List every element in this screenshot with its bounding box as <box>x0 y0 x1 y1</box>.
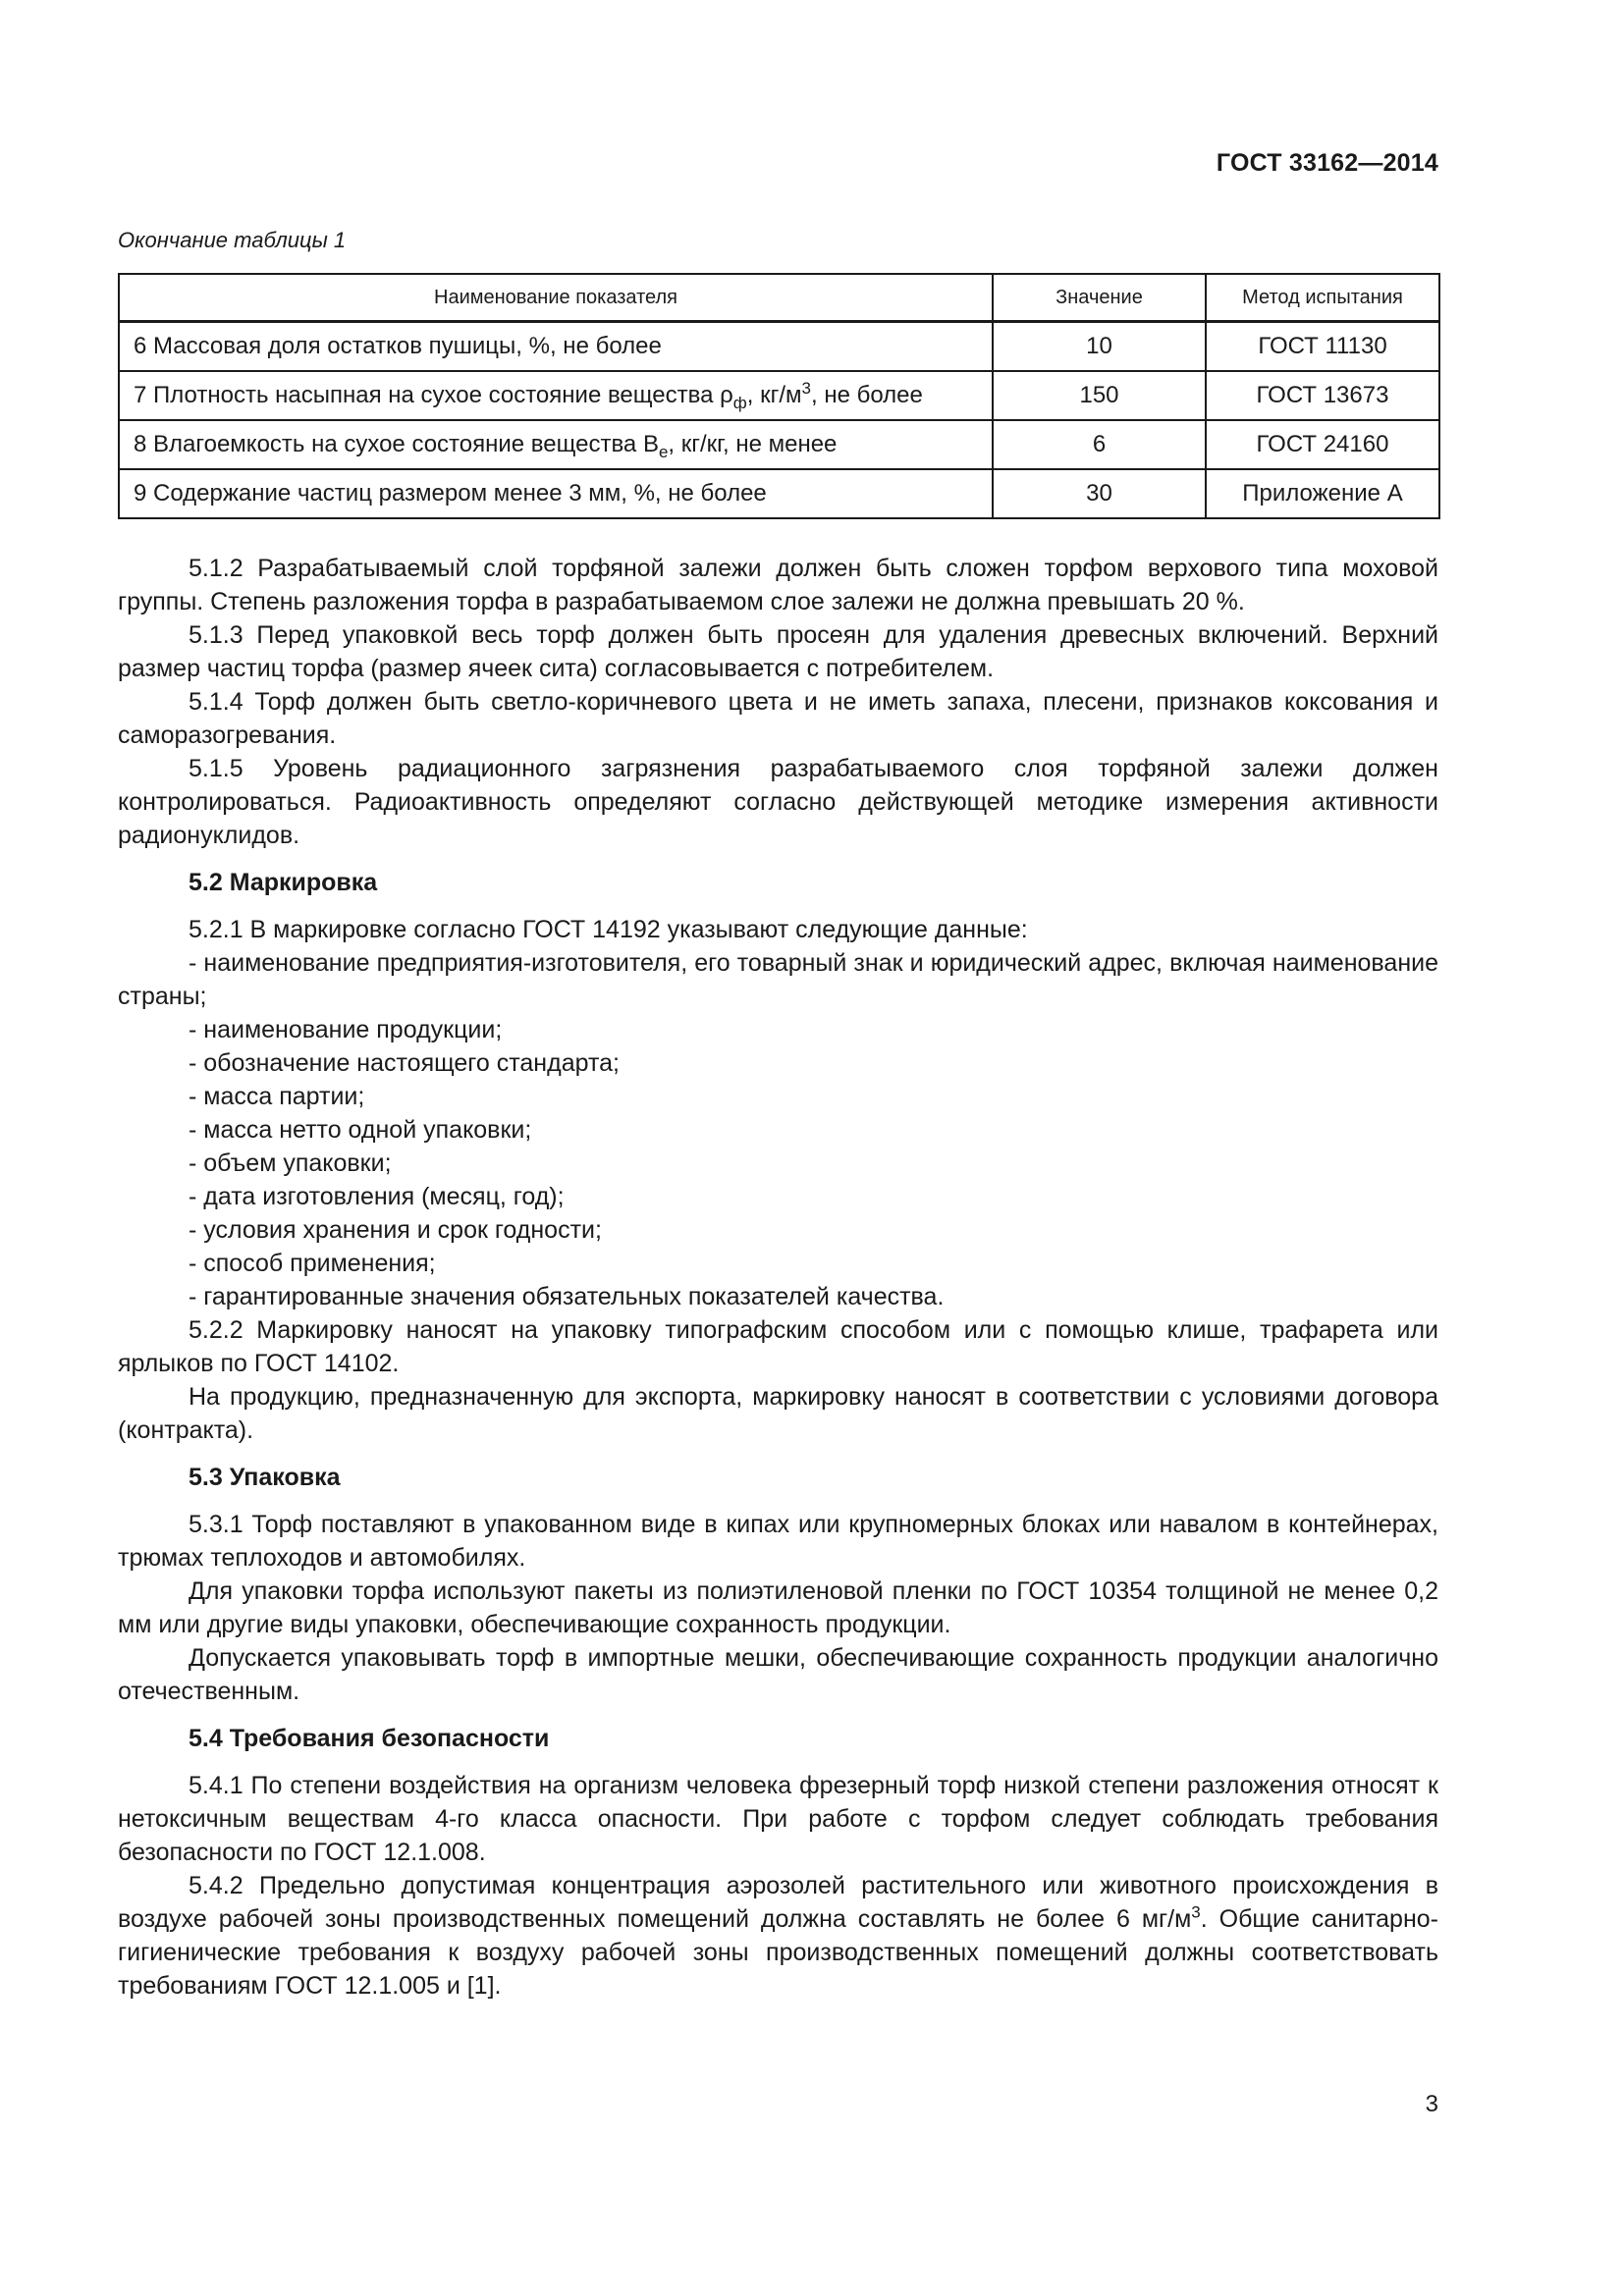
test-method: ГОСТ 11130 <box>1206 322 1439 372</box>
clause-5-3-1-film: Для упаковки торфа используют пакеты из полиэтиленовой пленки по ГОСТ 10354 толщиной не менее 0,2 мм или другие виды упаковки, обеспечивающие сохранность продукции. <box>118 1577 1438 1638</box>
clause-5-1-4: 5.1.4 Торф должен быть светло-коричневого цвета и не иметь запаха, плесени, признаков коксования и саморазогревания. <box>118 688 1438 749</box>
test-method: ГОСТ 24160 <box>1206 420 1439 469</box>
list-item: - условия хранения и срок годности; <box>189 1216 602 1244</box>
column-header-name: Наименование показателя <box>119 274 993 322</box>
table-row <box>119 371 1439 420</box>
document-id-header: ГОСТ 33162—2014 <box>1216 149 1438 177</box>
indicator-name-tail: , кг/кг, не менее <box>668 431 838 457</box>
section-heading-packaging: 5.3 Упаковка <box>189 1464 341 1491</box>
clause-5-4-2-text: 5.4.2 Предельно допустимая концентрация аэрозолей растительного или животного происхождения в воздухе рабочей зоны производственных помещений должна составлять не более 6 мг/м <box>118 1872 1438 1933</box>
indicator-name-text: 7 Плотность насыпная на сухое состояние вещества ρ <box>134 382 733 408</box>
body-text <box>118 552 1438 2002</box>
clause-5-1-3: 5.1.3 Перед упаковкой весь торф должен быть просеян для удаления древесных включений. Верхний размер частиц торфа (размер ячеек сита) согласовывается с потребителем. <box>118 621 1438 682</box>
indicator-value: 6 <box>993 420 1206 469</box>
clause-5-2-2: 5.2.2 Маркировку наносят на упаковку типографским способом или с помощью клише, трафарета или ярлыков по ГОСТ 14102. <box>118 1316 1438 1377</box>
table-header-row <box>119 274 1439 322</box>
indicator-name <box>119 371 993 420</box>
subscript: е <box>658 442 669 461</box>
test-method: ГОСТ 13673 <box>1206 371 1439 420</box>
list-item: - объем упаковки; <box>189 1149 392 1177</box>
indicator-value: 10 <box>993 322 1206 372</box>
list-item: - дата изготовления (месяц, год); <box>189 1183 565 1210</box>
list-item: - масса нетто одной упаковки; <box>189 1116 532 1144</box>
clause-5-2-1: 5.2.1 В маркировке согласно ГОСТ 14192 указывают следующие данные: <box>189 916 1028 943</box>
indicator-name <box>119 420 993 469</box>
superscript: 3 <box>1191 1902 1201 1922</box>
column-header-method: Метод испытания <box>1206 274 1439 322</box>
column-header-value: Значение <box>993 274 1206 322</box>
clause-5-1-5: 5.1.5 Уровень радиационного загрязнения разрабатываемого слоя торфяной залежи должен контролироваться. Радиоактивность определяют согласно действующей методике измерения активности радионуклидов. <box>118 755 1438 849</box>
indicators-table <box>118 273 1440 519</box>
subscript: ф <box>732 393 747 412</box>
indicator-value: 150 <box>993 371 1206 420</box>
page-number: 3 <box>1425 2091 1438 2117</box>
list-item: - гарантированные значения обязательных показателей качества. <box>189 1283 945 1310</box>
list-item: - обозначение настоящего стандарта; <box>189 1049 620 1077</box>
section-heading-marking: 5.2 Маркировка <box>189 869 378 896</box>
clause-5-4-1: 5.4.1 По степени воздействия на организм человека фрезерный торф низкой степени разложения относят к нетоксичным веществам 4-го класса опасности. При работе с торфом следует соблюдать требования безопасности по ГОСТ 12.1.008. <box>118 1772 1438 1866</box>
list-item: - масса партии; <box>189 1083 365 1110</box>
clause-5-3-1: 5.3.1 Торф поставляют в упакованном виде в кипах или крупномерных блоках или навалом в контейнерах, трюмах теплоходов и автомобилях. <box>118 1511 1438 1572</box>
clause-5-2-2-export: На продукцию, предназначенную для экспорта, маркировку наносят в соответствии с условиями договора (контракта). <box>118 1383 1438 1444</box>
superscript: 3 <box>801 379 811 398</box>
indicator-value: 30 <box>993 469 1206 518</box>
test-method: Приложение А <box>1206 469 1439 518</box>
table-row <box>119 469 1439 518</box>
indicator-name-tail: , не более <box>810 382 923 408</box>
table-caption: Окончание таблицы 1 <box>118 228 347 252</box>
list-item: - наименование предприятия-изготовителя, его товарный знак и юридический адрес, включая наименование страны; <box>118 949 1438 1010</box>
indicator-name: 6 Массовая доля остатков пушицы, %, не более <box>119 322 993 372</box>
table-row <box>119 420 1439 469</box>
clause-5-3-1-bags: Допускается упаковывать торф в импортные мешки, обеспечивающие сохранность продукции аналогично отечественным. <box>118 1644 1438 1705</box>
table-row <box>119 322 1439 372</box>
list-item: - наименование продукции; <box>189 1016 503 1043</box>
clause-5-4-2 <box>118 1869 1438 2002</box>
section-heading-safety: 5.4 Требования безопасности <box>189 1725 550 1752</box>
indicator-name: 9 Содержание частиц размером менее 3 мм, %, не более <box>119 469 993 518</box>
clause-5-4-2-tail: . Общие санитарно-гигиенические требования к воздуху рабочей зоны производственных помещений должны соответствовать требованиям ГОСТ 12.1.005 и [1]. <box>118 1905 1438 2000</box>
clause-5-1-2: 5.1.2 Разрабатываемый слой торфяной залежи должен быть сложен торфом верхового типа моховой группы. Степень разложения торфа в разрабатываемом слое залежи не должна превышать 20 %. <box>118 555 1438 615</box>
indicator-name-unit: , кг/м <box>746 382 802 408</box>
list-item: - способ применения; <box>189 1250 436 1277</box>
indicator-name-text: 8 Влагоемкость на сухое состояние вещества В <box>134 431 659 457</box>
